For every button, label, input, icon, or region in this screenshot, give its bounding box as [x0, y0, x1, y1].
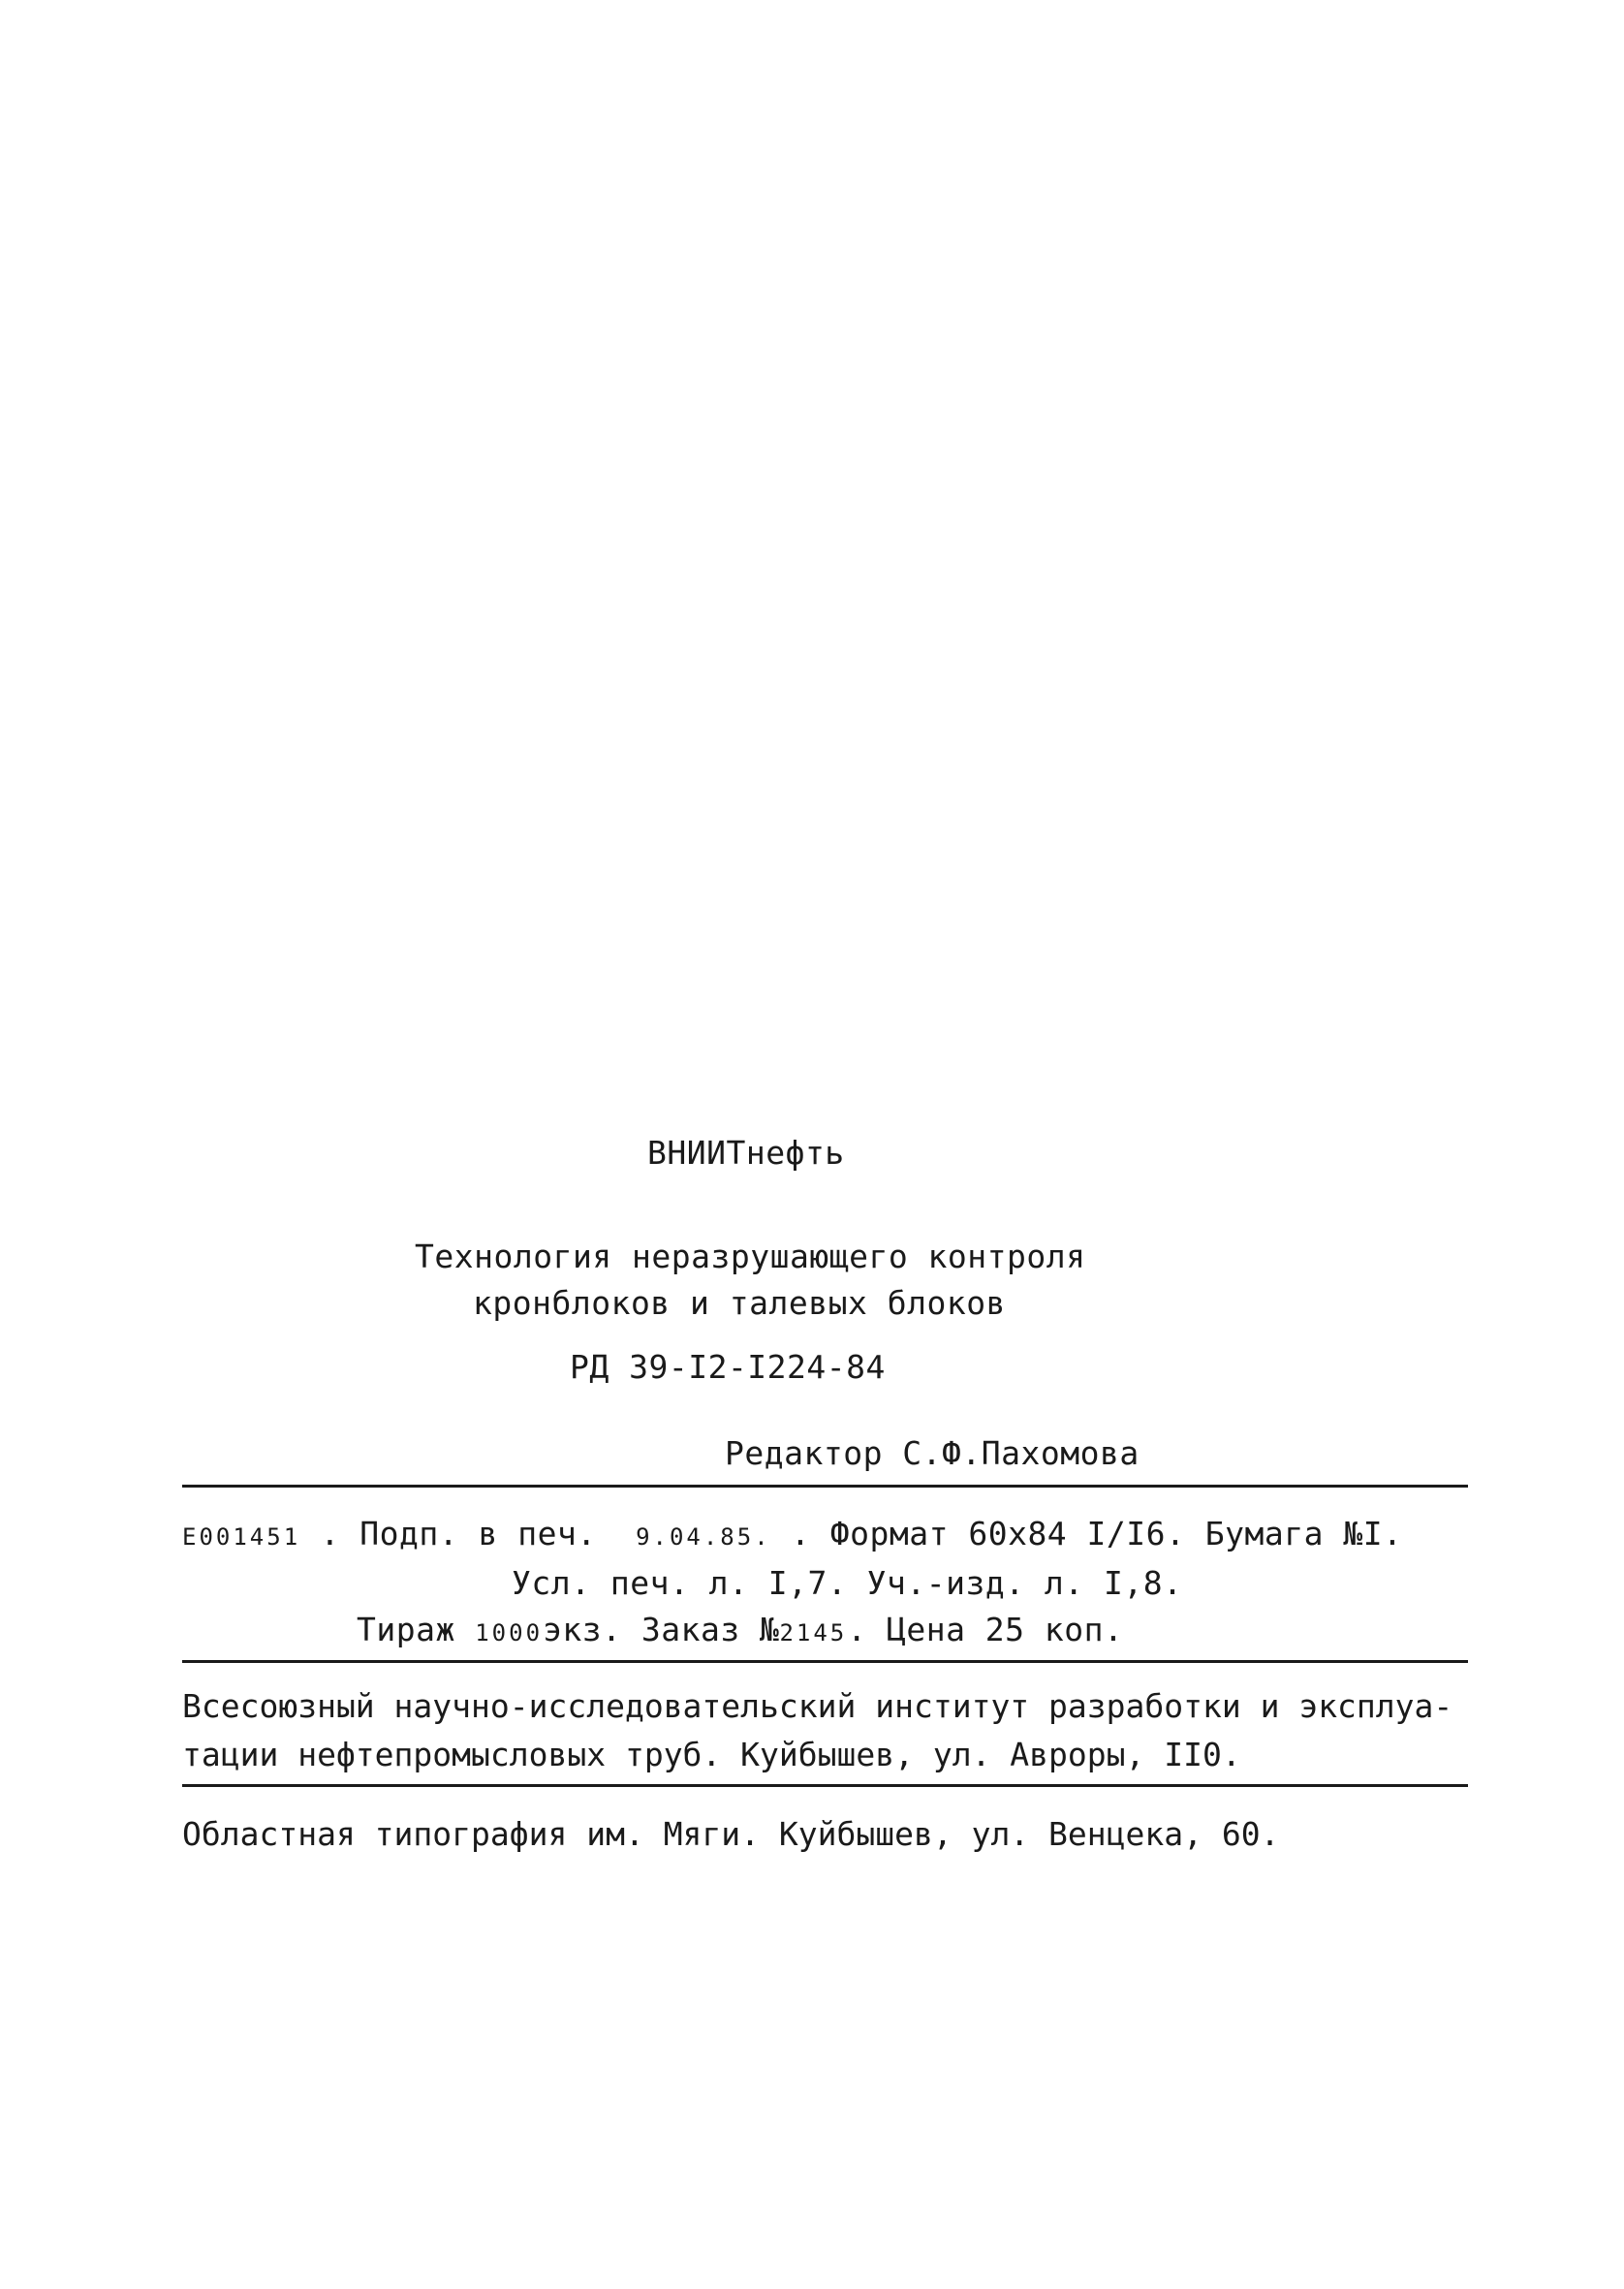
signed-date: 9.04.85.: [636, 1523, 771, 1551]
signed-label: . Подп. в печ.: [320, 1515, 597, 1552]
publisher-line-1: Всесоюзный научно-исследовательский институт разработки и эксплуа-: [182, 1687, 1453, 1725]
publisher-line-2: тации нефтепромысловых труб. Куйбышев, ул. Авроры, II0.: [182, 1736, 1241, 1773]
divider-middle: [182, 1660, 1468, 1663]
editor-credit: Редактор С.Ф.Пахомова: [725, 1434, 1140, 1472]
print-run-value: 1000: [475, 1619, 544, 1646]
divider-top: [182, 1485, 1468, 1488]
imprint-sheets: Усл. печ. л. I,7. Уч.-изд. л. I,8.: [512, 1564, 1183, 1602]
divider-bottom: [182, 1784, 1468, 1787]
title-line-2: кронблоков и талевых блоков: [473, 1284, 1006, 1322]
printer-line: Областная типография им. Мяги. Куйбышев, ул. Венцека, 60.: [182, 1815, 1280, 1853]
format-paper: . Формат 60х84 I/I6. Бумага №I.: [791, 1515, 1403, 1552]
license-number: Е001451: [182, 1523, 301, 1551]
organization-name: ВНИИТнефть: [647, 1134, 845, 1172]
print-run-label: Тираж: [357, 1611, 455, 1648]
imprint-line-1: [182, 1515, 1402, 1556]
title-line-1: Технология неразрушающего контроля: [415, 1238, 1086, 1275]
order-label: экз. Заказ №: [543, 1611, 780, 1648]
imprint-line-3: [357, 1611, 1123, 1652]
document-code: РД 39-I2-I224-84: [570, 1348, 886, 1386]
order-number: 2145: [779, 1619, 848, 1646]
price: . Цена 25 коп.: [847, 1611, 1124, 1648]
